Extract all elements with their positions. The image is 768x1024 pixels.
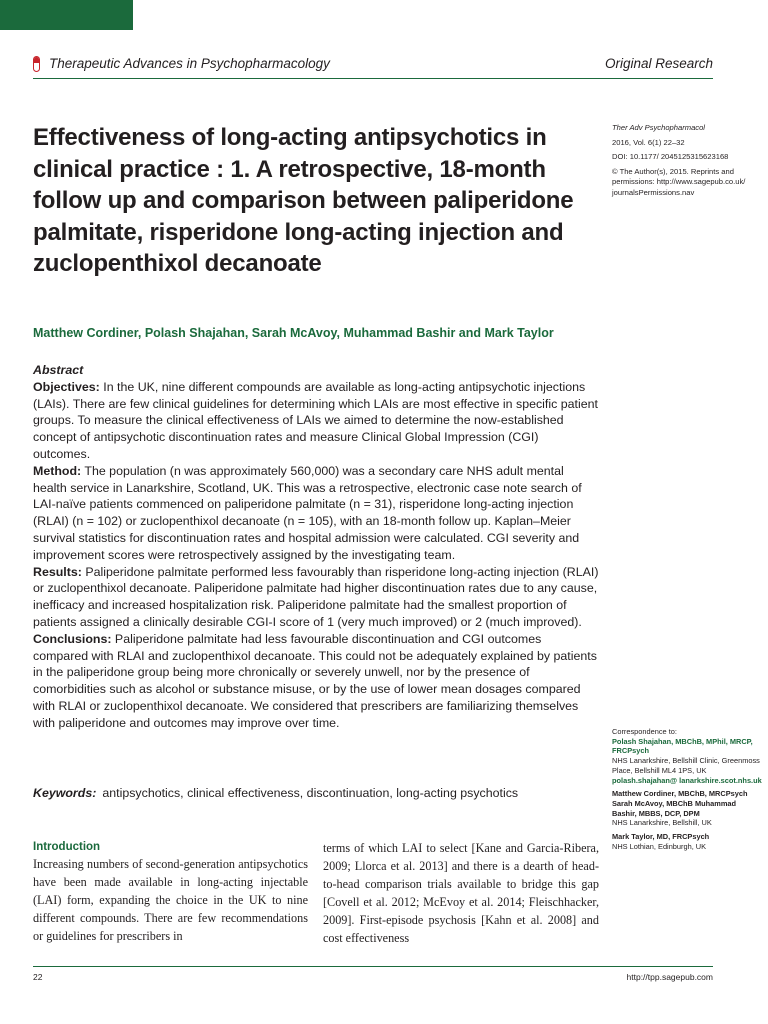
author-list: Matthew Cordiner, Polash Shajahan, Sarah McAvoy, Muhammad Bashir and Mark Taylor xyxy=(33,326,554,340)
doi[interactable]: DOI: 10.1177/ 2045125315623168 xyxy=(612,152,729,161)
correspondence-label-text: Correspondence to: xyxy=(612,727,677,736)
introduction-text-right: terms of which LAI to select [Kane and Garcia-Ribera, 2009; Llorca et al. 2013] and there is a dearth of head-to-head comparison trials available to bridge this gap [Covell et al. 2012; McEvoy et al. 2014; Fleischhacker, 2009]. First-episode psychosis [Kahn et al. 2008] and cost effectiveness xyxy=(323,841,599,945)
objectives-text: In the UK, nine different compounds are available as long-acting antipsychotic injections (LAIs). There are few clinical guidelines for determining which LAIs are most effective in specific patient groups. To measure the clinical effectiveness of LAIs we aimed to determine the now-established concept of antipsychotic discontinuation rates and measure Clinical Global Impression (CGI) outcomes. xyxy=(33,379,598,461)
body-column-right xyxy=(323,839,599,947)
method-text: The population (n was approximately 560,000) was a secondary care NHS adult mental health service in Lanarkshire, Scotland, UK. This was a retrospective, electronic case note search of LAI-naïve patients commenced on paliperidone palmitate (n = 31), risperidone long-acting injection (RLAI) (n = 102) or zuclopenthixol decanoate (n = 105), with an 18-month follow up. Kaplan–Meier survival statistics for discontinuation rates and hospital admission were calculated. CGI severity and improvement scores were retrospectively assigned by the investigating team. xyxy=(33,463,582,562)
coauthor-names: Matthew Cordiner, MBChB, MRCPsych Sarah McAvoy, MBChB Muhammad Bashir, MBBS, DCP, DPM xyxy=(612,789,748,818)
correspondence xyxy=(612,727,762,855)
copyright-notice: © The Author(s), 2015. Reprints and permissions: http://www.sagepub.co.uk/ journalsPermissions.nav xyxy=(612,166,746,197)
article-title: Effectiveness of long-acting antipsychotics in clinical practice : 1. A retrospective, 18-month follow up and comparison between paliperidone palmitate, risperidone long-acting injection and zuclopenthixol decanoate xyxy=(33,124,574,277)
results-text: Paliperidone palmitate performed less favourably than risperidone long-acting injection (RLAI) or zuclopenthixol decanoate. Paliperidone palmitate had higher discontinuation rates due to any cause, inefficacy and increased hospitalization risk. Paliperidone palmitate had the smallest proportion of patients assigned a clinically desirable CGI-I score of 1 (very much improved) or 2 (much improved). xyxy=(33,564,599,629)
keywords xyxy=(33,786,518,800)
body-column-left xyxy=(33,839,308,945)
coauthor-lothian xyxy=(612,832,762,851)
abstract-results xyxy=(33,564,599,631)
article-type: Original Research xyxy=(604,56,713,71)
introduction-text-left: Increasing numbers of second-generation antipsychotics have been made available in long-acting injectable (LAI) form, expanding the choice in the UK to nine different compounds. There are few recommendations or guidelines for prescribers in xyxy=(33,857,308,943)
abstract-heading: Abstract xyxy=(33,363,84,377)
corresponding-author: Polash Shajahan, MBChB, MPhil, MRCP, FRCPsych xyxy=(612,736,753,756)
objectives-label: Objectives: xyxy=(33,379,100,394)
abstract-objectives xyxy=(33,379,599,463)
coauthor-address: NHS Lanarkshire, Bellshill, UK xyxy=(612,818,712,828)
results-label: Results: xyxy=(33,564,82,579)
coauthors-lanarkshire xyxy=(612,789,762,828)
introduction-heading: Introduction xyxy=(33,841,101,853)
keywords-text: antipsychotics, clinical effectiveness, discontinuation, long-acting psychotics xyxy=(102,786,519,800)
citation: 2016, Vol. 6(1) 22–32 xyxy=(612,137,685,147)
journal-url[interactable]: http://tpp.sagepub.com xyxy=(626,972,713,982)
keywords-label: Keywords: xyxy=(33,786,97,800)
conclusions-label: Conclusions: xyxy=(33,631,112,646)
abstract-conclusions xyxy=(33,631,599,732)
correspondence-label xyxy=(612,727,762,785)
journal-header xyxy=(33,56,713,76)
article-meta xyxy=(612,123,762,202)
pill-icon xyxy=(33,56,40,72)
page-number: 22 xyxy=(33,972,43,982)
corresponding-email[interactable]: polash.shajahan@ lanarkshire.scot.nhs.uk xyxy=(612,775,762,785)
footer-rule xyxy=(33,966,713,967)
journal-name: Therapeutic Advances in Psychopharmacology xyxy=(49,56,330,71)
conclusions-text: Paliperidone palmitate had less favourable discontinuation and CGI outcomes compared with RLAI and zuclopenthixol decanoate. This could not be adequately explained by patients in the paliperidone group being more chronically or severely unwell, nor by the presence of comorbidities such as alcohol or substance misuse, or by the use of lower mean dosages compared with RLAI or zuclopenthixol decanoate. We considered that prescribers are familiarizing themselves with paliperidone and outcomes may improve over time. xyxy=(33,631,597,730)
corresponding-address: NHS Lanarkshire, Bellshill Clinic, Greenmoss Place, Bellshill ML4 1PS, UK xyxy=(612,756,760,775)
abstract xyxy=(33,362,599,732)
abstract-method xyxy=(33,463,599,564)
header-rule xyxy=(33,78,713,79)
method-label: Method: xyxy=(33,463,82,478)
journal-abbrev: Ther Adv Psychopharmacol xyxy=(612,123,705,132)
journal-color-bar xyxy=(0,0,133,30)
coauthor-address-lothian: NHS Lothian, Edinburgh, UK xyxy=(612,841,707,851)
coauthor-name-taylor: Mark Taylor, MD, FRCPsych xyxy=(612,832,710,842)
